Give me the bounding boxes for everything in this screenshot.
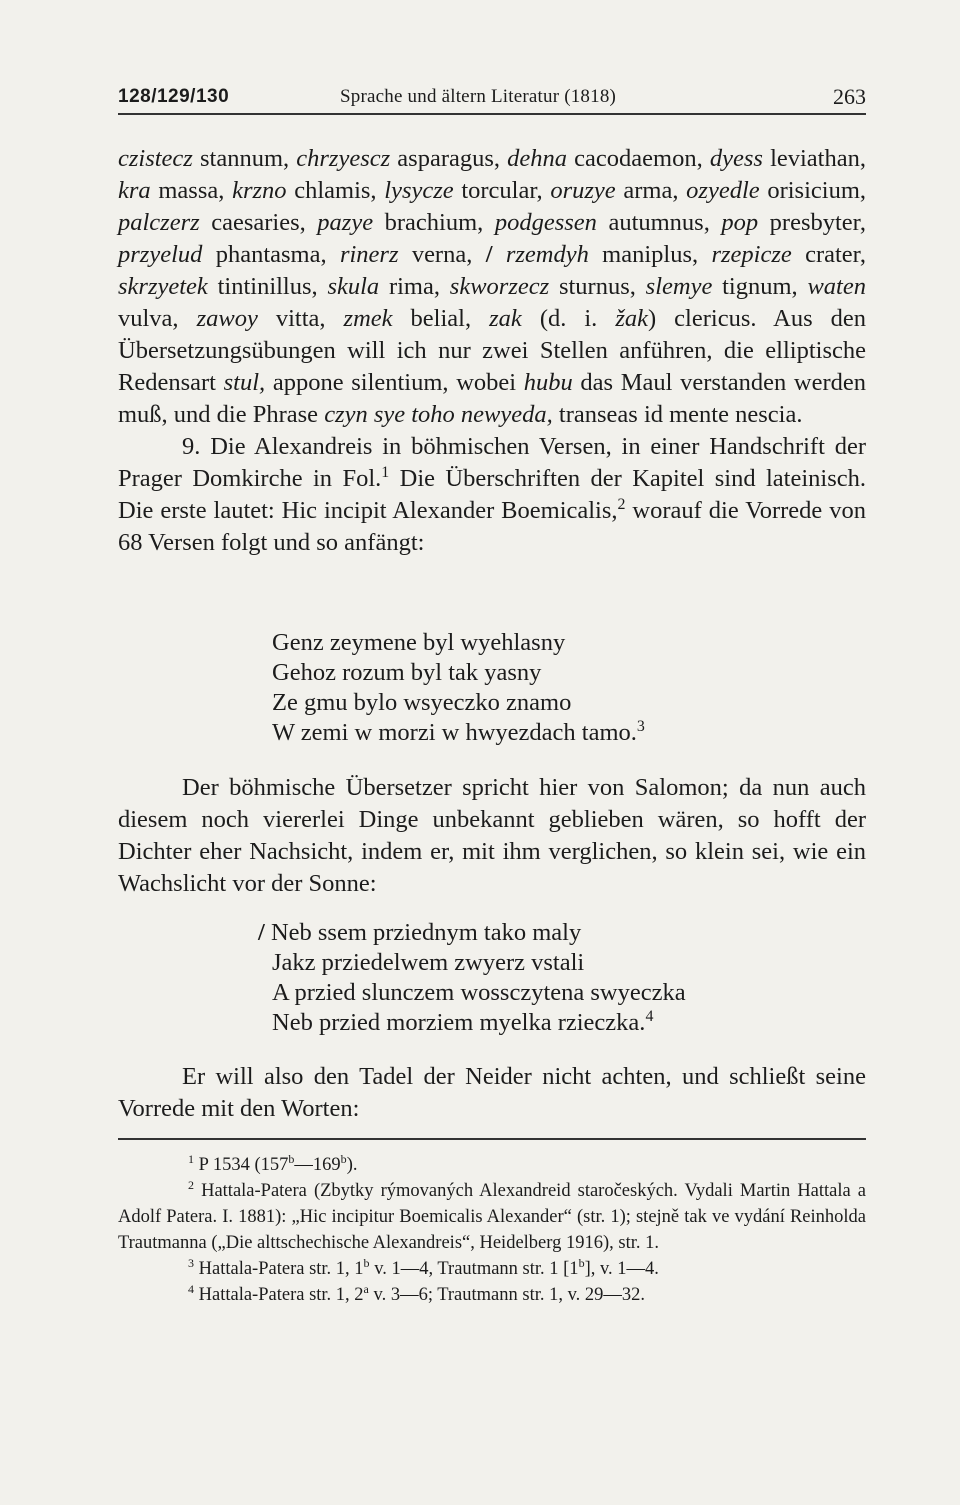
footnote-1: $^1$ P 1534 (157$^b$—169$^b$). [188, 1151, 358, 1175]
paragraph-glossary: czistecz stannum, chrzyescz asparagus, dehna cacodaemon, dyess leviathan, kra massa, krzno chlamis, lysycze torcular, oruzye arma, ozyedle orisicium, palczerz caesaries, pazye brachium, podgessen autumnus, pop presbyter, przyelud phantasma, rinerz verna, / rzemdyh maniplus, rzepicze crater, skrzyetek tintinillus, skula rima, skworzecz sturnus, slemye tignum, waten vulva, zawoy vitta, zmek belial, zak (d. i. žak) clericus. Aus den Übersetzungsübungen will ich nur zwei Stellen anführen, die elliptische Redensart stul, appone silentium, wobei hubu das Maul verstanden werden muß, und die Phrase czyn sye toho newyeda, transeas id mente nescia. [118, 145, 867, 428]
paragraph-salomon: Der böhmische Übersetzer spricht hier von Salomon; da nun auch diesem noch viererlei Dinge unbekannt geblieben wären, so hofft der Dichter eher Nachsicht, indem er, mit ihm verglichen, so klein sei, wie ein Wachslicht vor der Sonne: [118, 774, 866, 897]
verse-line: / Neb ssem prziednym tako maly [258, 919, 582, 946]
footnote-ref: 2 [617, 495, 626, 513]
page-number: 263 [833, 84, 866, 109]
running-header [118, 82, 866, 110]
footnote-ref: 1 [381, 463, 390, 481]
header-rule [118, 113, 866, 115]
verse-block-2 [258, 918, 818, 1038]
footnote-2: $^2$ Hattala-Patera (Zbytky rýmovaných Alexandreid staročeských. Vydali Martin Hattala a Adolf Patera. I. 1881): „Hic incipitur Boemicalis Alexander“ (str. 1); stejně tak ve vydání Reinholda Trautmanna („Die alttschechische Alexandreis“, Heidelberg 1916), str. 1. [118, 1177, 867, 1253]
footnote-3: $^3$ Hattala-Patera str. 1, 1$^b$ v. 1—4, Trautmann str. 1 [1$^b$], v. 1—4. [188, 1255, 659, 1279]
footnote-ref: 4 [645, 1007, 654, 1025]
header-page-range: 128/129/130 [118, 86, 230, 107]
verse-line: W zemi w morzi w hwyezdach tamo.$^3$ [272, 717, 645, 746]
verse-line: Ze gmu bylo wsyeczko znamo [272, 689, 572, 716]
paragraph-alexandreis: 9. Die Alexandreis in böhmischen Versen, in einer Handschrift der Prager Domkirche in Fol.$^1$ Die Überschriften der Kapitel sind lateinisch. Die erste lautet: Hic incipit Alexander Boemicalis,$^2$ worauf die Vorrede von 68 Versen folgt und so anfängt: [118, 433, 866, 556]
verse-line: Neb przied morziem myelka rzieczka.$^4$ [272, 1007, 654, 1036]
footnotes [118, 1152, 866, 1308]
margin-mark: / [258, 919, 265, 946]
footnote-4: $^4$ Hattala-Patera str. 1, 2$^a$ v. 3—6; Trautmann str. 1, v. 29—32. [188, 1281, 646, 1305]
footnote-ref: 3 [636, 717, 645, 735]
verse-block-1 [272, 628, 832, 748]
verse-line: Jakz prziedelwem zwyerz vstali [272, 949, 585, 976]
main-text [118, 143, 866, 559]
header-title: Sprache und ältern Literatur (1818) [340, 86, 617, 107]
verse-line: Genz zeymene byl wyehlasny [272, 629, 566, 656]
footnote-rule [118, 1138, 866, 1140]
verse-line: A przied slunczem wossczytena swyeczka [272, 979, 686, 1006]
margin-mark: / [485, 241, 493, 268]
verse-line: Gehoz rozum byl tak yasny [272, 659, 542, 686]
paragraph-neider: Er will also den Tadel der Neider nicht achten, und schließt seine Vorrede mit den Worten: [118, 1063, 866, 1122]
